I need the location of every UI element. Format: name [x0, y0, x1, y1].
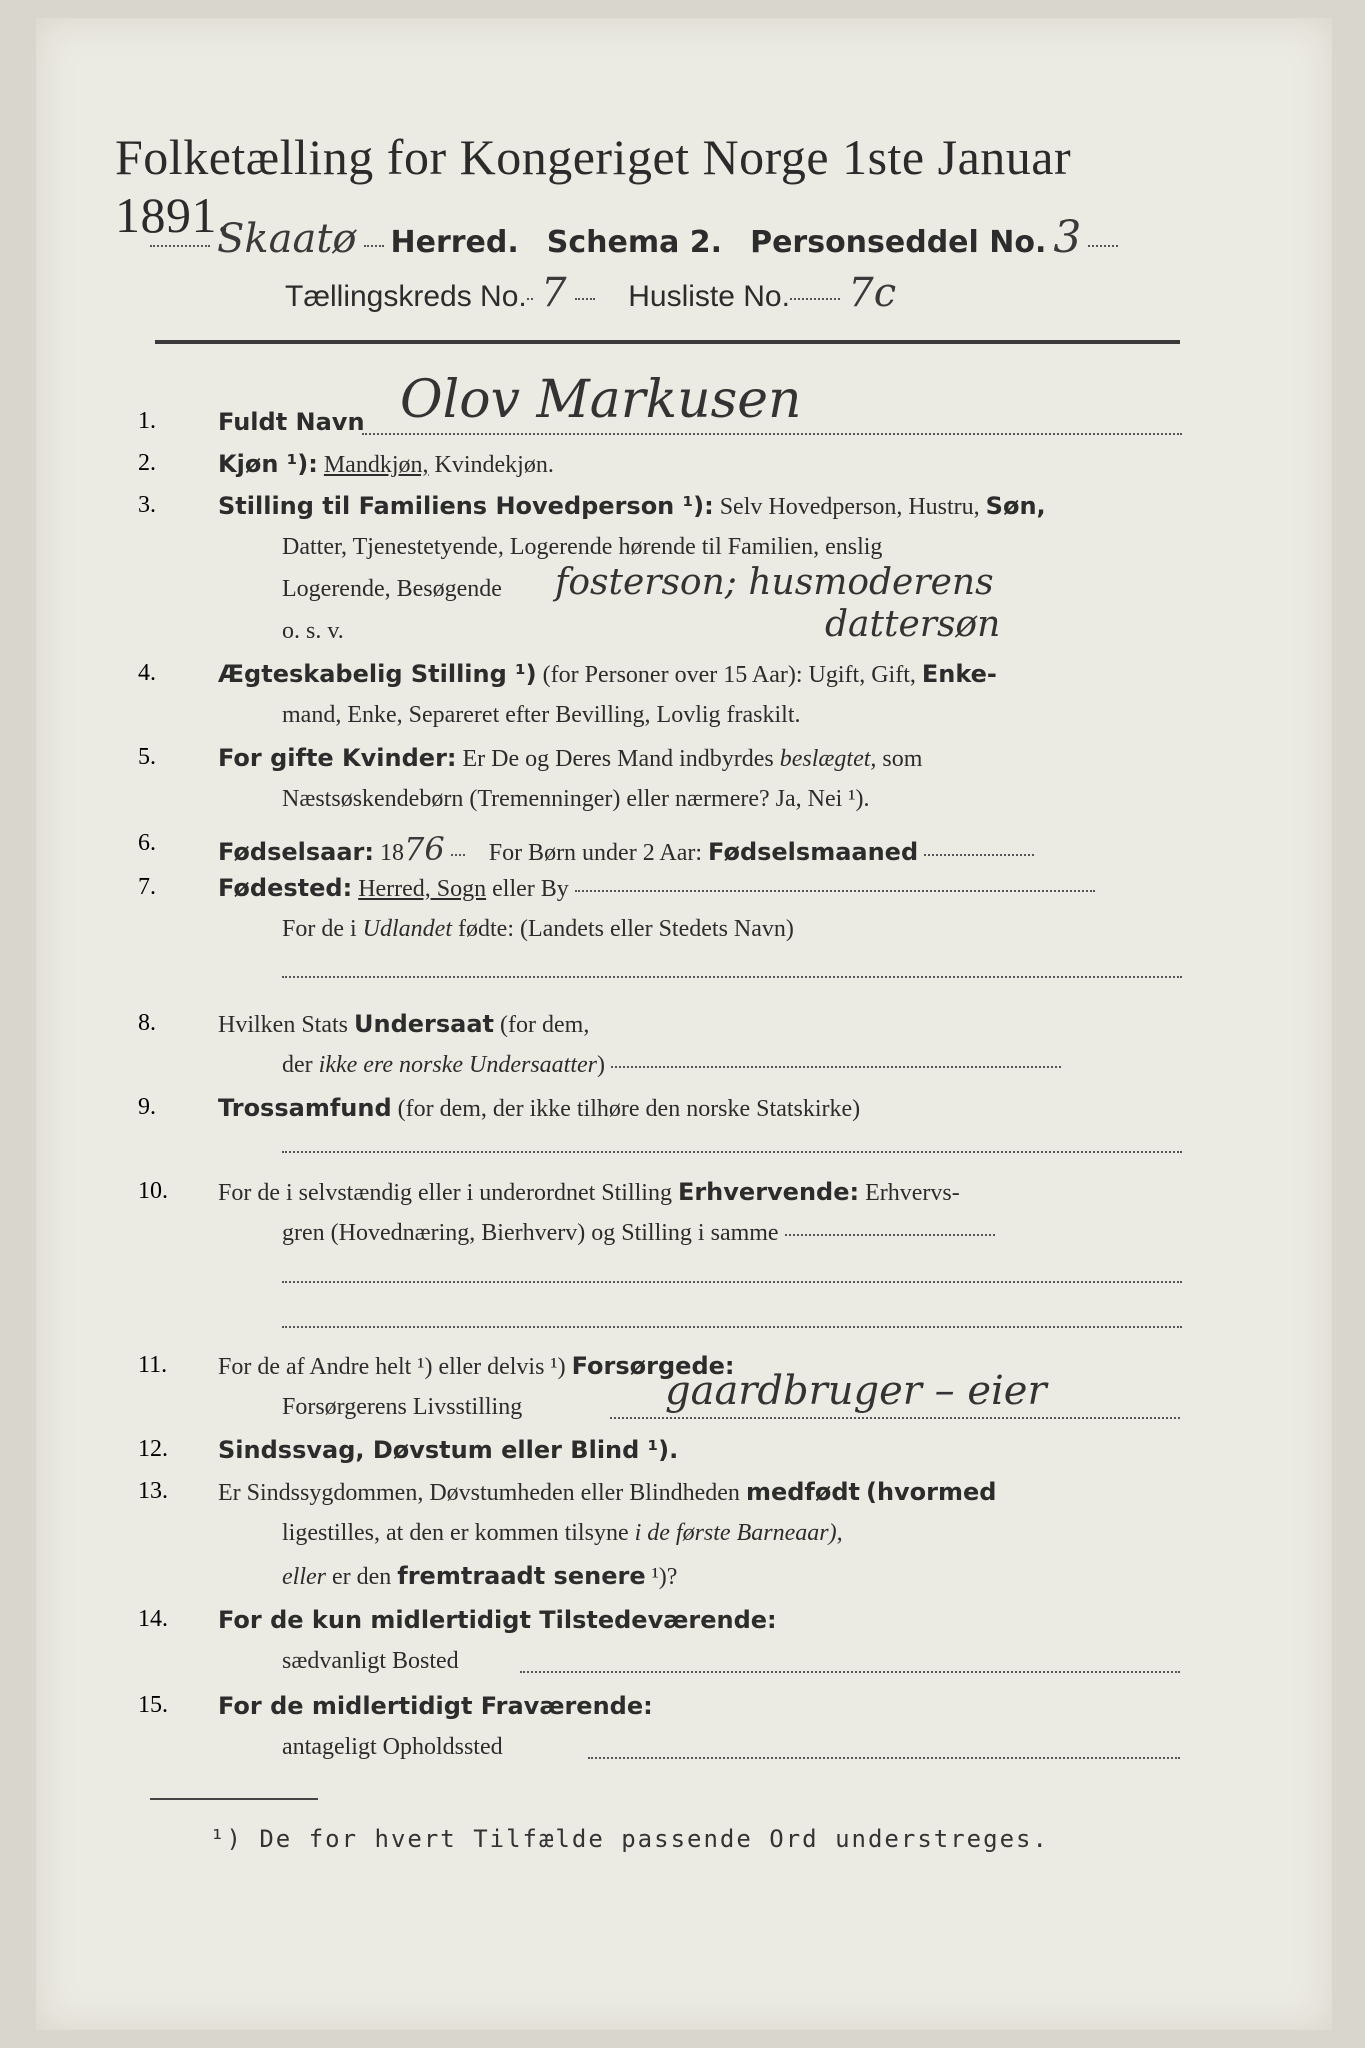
item-1-label: Fuldt Navn: [218, 408, 365, 436]
item-13-line3: [282, 1562, 677, 1591]
item-14-text2: sædvanligt Bosted: [282, 1648, 459, 1674]
header-rule: [155, 340, 1180, 344]
item-11-text1a: For de af Andre helt ¹) eller delvis ¹): [218, 1354, 566, 1380]
item-5-number: 5.: [138, 744, 156, 770]
item-13-text1a: Er Sindssygdommen, Døvstumheden eller Blindheden: [218, 1480, 740, 1506]
item-4-line2: mand, Enke, Separeret efter Bevilling, Lovlig fraskilt.: [282, 702, 801, 728]
herred-line: [150, 212, 1118, 263]
item-10-dotline-2: [282, 1325, 1182, 1328]
item-15-dotline: [588, 1756, 1180, 1759]
item-6-text: For Børn under 2 Aar:: [488, 840, 703, 866]
kreds-line: [285, 270, 896, 316]
item-3-label: Stilling til Familiens Hovedperson ¹):: [218, 492, 714, 520]
item-9-dotline: [282, 1150, 1182, 1153]
item-9-number: 9.: [138, 1094, 156, 1120]
item-13-line2: [282, 1520, 843, 1547]
item-8-text2i: ikke ere norske Undersaatter: [318, 1052, 598, 1078]
item-6-label: Fødselsaar:: [218, 838, 374, 866]
item-11-dotline: [610, 1416, 1180, 1419]
item-12-line1: [218, 1436, 678, 1465]
item-3-line3: [282, 576, 502, 603]
item-3-line4: o. s. v.: [282, 618, 344, 644]
item-13-text3a: er den: [331, 1564, 392, 1590]
item-8-number: 8.: [138, 1010, 156, 1036]
item-13-text3i: eller: [282, 1564, 326, 1590]
item-13-text3b: ¹)?: [651, 1564, 678, 1590]
sex-female: Kvindekjøn.: [434, 452, 554, 478]
item-14-dotline: [520, 1670, 1180, 1673]
item-12-bold: Sindssvag, Døvstum eller Blind ¹).: [218, 1436, 679, 1464]
item-11-line1: [218, 1352, 735, 1381]
item-15-text2: antageligt Opholdssted: [282, 1734, 503, 1760]
item-10-text1a: For de i selvstændig eller i underordnet Stilling: [218, 1180, 672, 1206]
item-5-line2: Næstsøskendebørn (Tremenninger) eller nærmere? Ja, Nei ¹).: [282, 786, 870, 812]
item-11-text2: Forsørgerens Livsstilling: [282, 1394, 523, 1420]
item-15-line2: [282, 1734, 503, 1761]
item-5-label: For gifte Kvinder:: [218, 744, 457, 772]
item-2-label: Kjøn ¹):: [218, 450, 318, 478]
item-3-line2: Datter, Tjenestetyende, Logerende hørende til Familien, enslig: [282, 534, 883, 560]
kreds-number: 7: [541, 270, 567, 316]
item-7-text2i: Udlandet: [362, 916, 452, 942]
item-14-line1: [218, 1606, 777, 1635]
item-8-bold: Undersaat: [354, 1010, 495, 1038]
item-7-number: 7.: [138, 874, 156, 900]
item-4-label: Ægteskabelig Stilling ¹): [218, 660, 537, 688]
husliste-number: 7c: [848, 270, 897, 316]
item-10-line2: [282, 1220, 995, 1247]
item-5-text1: Er De og Deres Mand indbyrdes: [462, 746, 774, 772]
item-8-line1: [218, 1010, 589, 1039]
kreds-label: Tællingskreds No.: [285, 280, 527, 313]
item-8-line2: der ikke ere norske Undersaatter): [282, 1052, 1061, 1079]
item-6-bold2: Fødselsmaaned: [708, 838, 919, 866]
item-7-dotline: [282, 975, 1182, 978]
item-7-text2a: For de i: [282, 916, 357, 942]
item-4-number: 4.: [138, 660, 156, 686]
personseddel-label: Personseddel No.: [750, 225, 1047, 260]
item-1-number: 1.: [138, 408, 156, 434]
item-4-line1: [218, 660, 997, 689]
item-5-text1c: som: [882, 746, 923, 772]
position-handwritten-1: fosterson; husmoderens: [555, 562, 994, 603]
item-3-text1b: Søn,: [985, 492, 1046, 520]
item-11-bold: Forsørgede:: [571, 1352, 735, 1380]
item-10-line1: [218, 1178, 960, 1207]
item-9-line1: [218, 1094, 860, 1123]
item-6-row: [218, 830, 1034, 868]
item-10-text1b: Erhvervs-: [865, 1180, 960, 1206]
personseddel-number: 3: [1053, 212, 1082, 263]
item-10-text2: gren (Hovednæring, Bierhverv) og Stilling i samme: [282, 1220, 779, 1246]
item-8-text1b: (for dem,: [500, 1012, 590, 1038]
item-4-text1b: Enke-: [921, 660, 997, 688]
item-3-number: 3.: [138, 492, 156, 518]
sex-male-underlined: Mandkjøn,: [323, 452, 429, 478]
item-8-text2a: der: [282, 1052, 313, 1078]
item-1-row: [218, 408, 365, 437]
item-14-number: 14.: [138, 1606, 168, 1632]
item-4-text1: (for Personer over 15 Aar): Ugift, Gift,: [542, 662, 916, 688]
item-10-dotline-1: [282, 1280, 1182, 1283]
item-5-text1i: beslægtet,: [779, 746, 877, 772]
item-11-number: 11.: [138, 1352, 168, 1378]
item-5-line1: [218, 744, 922, 773]
herred-name-handwritten: Skaatø: [217, 216, 357, 262]
item-8-text1a: Hvilken Stats: [218, 1012, 348, 1038]
form-title: Folketælling for Kongeriget Norge 1ste Januar 1891.: [115, 129, 1072, 243]
item-3-text1: Selv Hovedperson, Hustru,: [719, 494, 980, 520]
birth-year-prefix: 18: [380, 840, 404, 866]
full-name-handwritten: Olov Markusen: [400, 370, 802, 430]
item-13-text2a: ligestilles, at den er kommen tilsyne: [282, 1520, 629, 1546]
item-10-bold: Erhvervende:: [677, 1178, 860, 1206]
item-15-bold: For de midlertidigt Fraværende:: [218, 1692, 653, 1720]
item-7-line2: [282, 916, 794, 943]
item-6-number: 6.: [138, 830, 156, 856]
item-7-label: Fødested:: [218, 874, 353, 902]
item-2-number: 2.: [138, 450, 156, 476]
item-15-number: 15.: [138, 1692, 168, 1718]
item-9-text: (for dem, der ikke tilhøre den norske Statskirke): [397, 1096, 861, 1122]
item-7-line1: [218, 874, 1095, 903]
footnote-rule: [150, 1798, 318, 1800]
birth-year-handwritten: 76: [404, 830, 445, 868]
item-2-row: [218, 450, 554, 479]
item-7-text2b: fødte: (Landets eller Stedets Navn): [458, 916, 794, 942]
herred-label: Herred.: [390, 225, 519, 260]
item-11-line2: [282, 1394, 522, 1421]
position-handwritten-2: dattersøn: [825, 604, 1001, 645]
item-1-dotline: [362, 432, 1182, 435]
item-15-line1: [218, 1692, 653, 1721]
item-13-bold3: fremtraadt senere: [397, 1562, 646, 1590]
item-7-underlined: Herred, Sogn: [358, 876, 487, 902]
item-9-bold: Trossamfund: [218, 1094, 392, 1122]
schema-label: Schema 2.: [546, 225, 723, 260]
item-14-bold: For de kun midlertidigt Tilstedeværende:: [218, 1606, 777, 1634]
item-3-text3: Logerende, Besøgende: [282, 576, 502, 602]
item-14-line2: [282, 1648, 459, 1675]
footnote: ¹) De for hvert Tilfælde passende Ord understreges.: [210, 1825, 1049, 1853]
item-12-number: 12.: [138, 1436, 168, 1462]
item-13-line1: [218, 1478, 996, 1507]
item-3-line1: [218, 492, 1046, 521]
item-13-number: 13.: [138, 1478, 168, 1504]
item-13-bold: medfødt: [745, 1478, 860, 1506]
item-13-text1b: (hvormed: [865, 1478, 997, 1506]
item-10-number: 10.: [138, 1178, 168, 1204]
provider-occupation-handwritten: gaardbruger – eier: [665, 1368, 1047, 1414]
husliste-label: Husliste No.: [628, 280, 790, 313]
item-13-text2i: i de første Barneaar),: [634, 1520, 843, 1546]
item-7-text1b: eller By: [492, 876, 569, 902]
